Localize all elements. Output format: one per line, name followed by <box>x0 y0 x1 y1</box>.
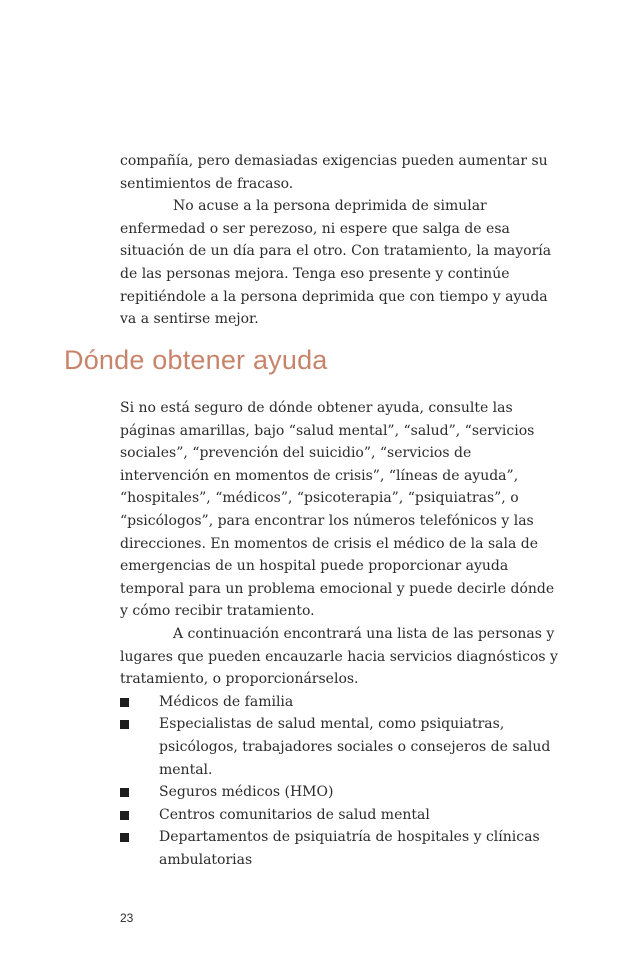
list-item <box>120 781 562 804</box>
list-item-text: Médicos de familia <box>159 693 294 710</box>
list-item <box>120 804 562 827</box>
section-text-block <box>120 397 562 871</box>
top-text-block <box>120 150 562 331</box>
page-number: 23 <box>120 911 134 925</box>
square-bullet-icon <box>120 833 129 842</box>
square-bullet-icon <box>120 811 129 820</box>
section-heading: Dónde obtener ayuda <box>64 345 328 375</box>
square-bullet-icon <box>120 720 129 729</box>
resource-list <box>120 691 562 872</box>
list-item-text: Especialistas de salud mental, como psiquiatras, psicólogos, trabajadores sociales o consejeros de salud mental. <box>159 716 551 778</box>
list-item <box>120 713 562 781</box>
square-bullet-icon <box>120 788 129 797</box>
list-item <box>120 826 562 871</box>
paragraph-where-help: Si no está seguro de dónde obtener ayuda, consulte las páginas amarillas, bajo “salud mental”, “salud”, “servicios sociales”, “prevención del suicidio”, “servicios de intervención en momentos de crisis”, “líneas de ayuda”, “hospitales”, “médicos”, “psicoterapia”, “psiquiatras”, o “psicólogos”, para encontrar los números telefónicos y las direcciones. En momentos de crisis el médico de la sala de emergencias de un hospital puede proporcionar ayuda temporal para un problema emocional y puede decirle dónde y cómo recibir tratamiento. <box>120 400 555 620</box>
list-item-text: Seguros médicos (HMO) <box>159 784 334 801</box>
square-bullet-icon <box>120 698 129 707</box>
paragraph-continuation: compañía, pero demasiadas exigencias pueden aumentar su sentimientos de fracaso. <box>120 153 548 192</box>
list-item-text: Departamentos de psiquiatría de hospitales y clínicas ambulatorias <box>159 829 540 868</box>
paragraph-advice: No acuse a la persona deprimida de simular enfermedad o ser perezoso, ni espere que salga de esa situación de un día para el otro. Con tratamiento, la mayoría de las personas mejora. Tenga eso presente y continúe repitiéndole a la persona deprimida que con tiempo y ayuda va a sentirse mejor. <box>120 198 552 328</box>
paragraph-list-intro: A continuación encontrará una lista de las personas y lugares que pueden encauzarle hacia servicios diagnósticos y tratamiento, o proporcionárselos. <box>120 625 558 688</box>
list-item <box>120 691 562 714</box>
list-item-text: Centros comunitarios de salud mental <box>159 806 430 823</box>
